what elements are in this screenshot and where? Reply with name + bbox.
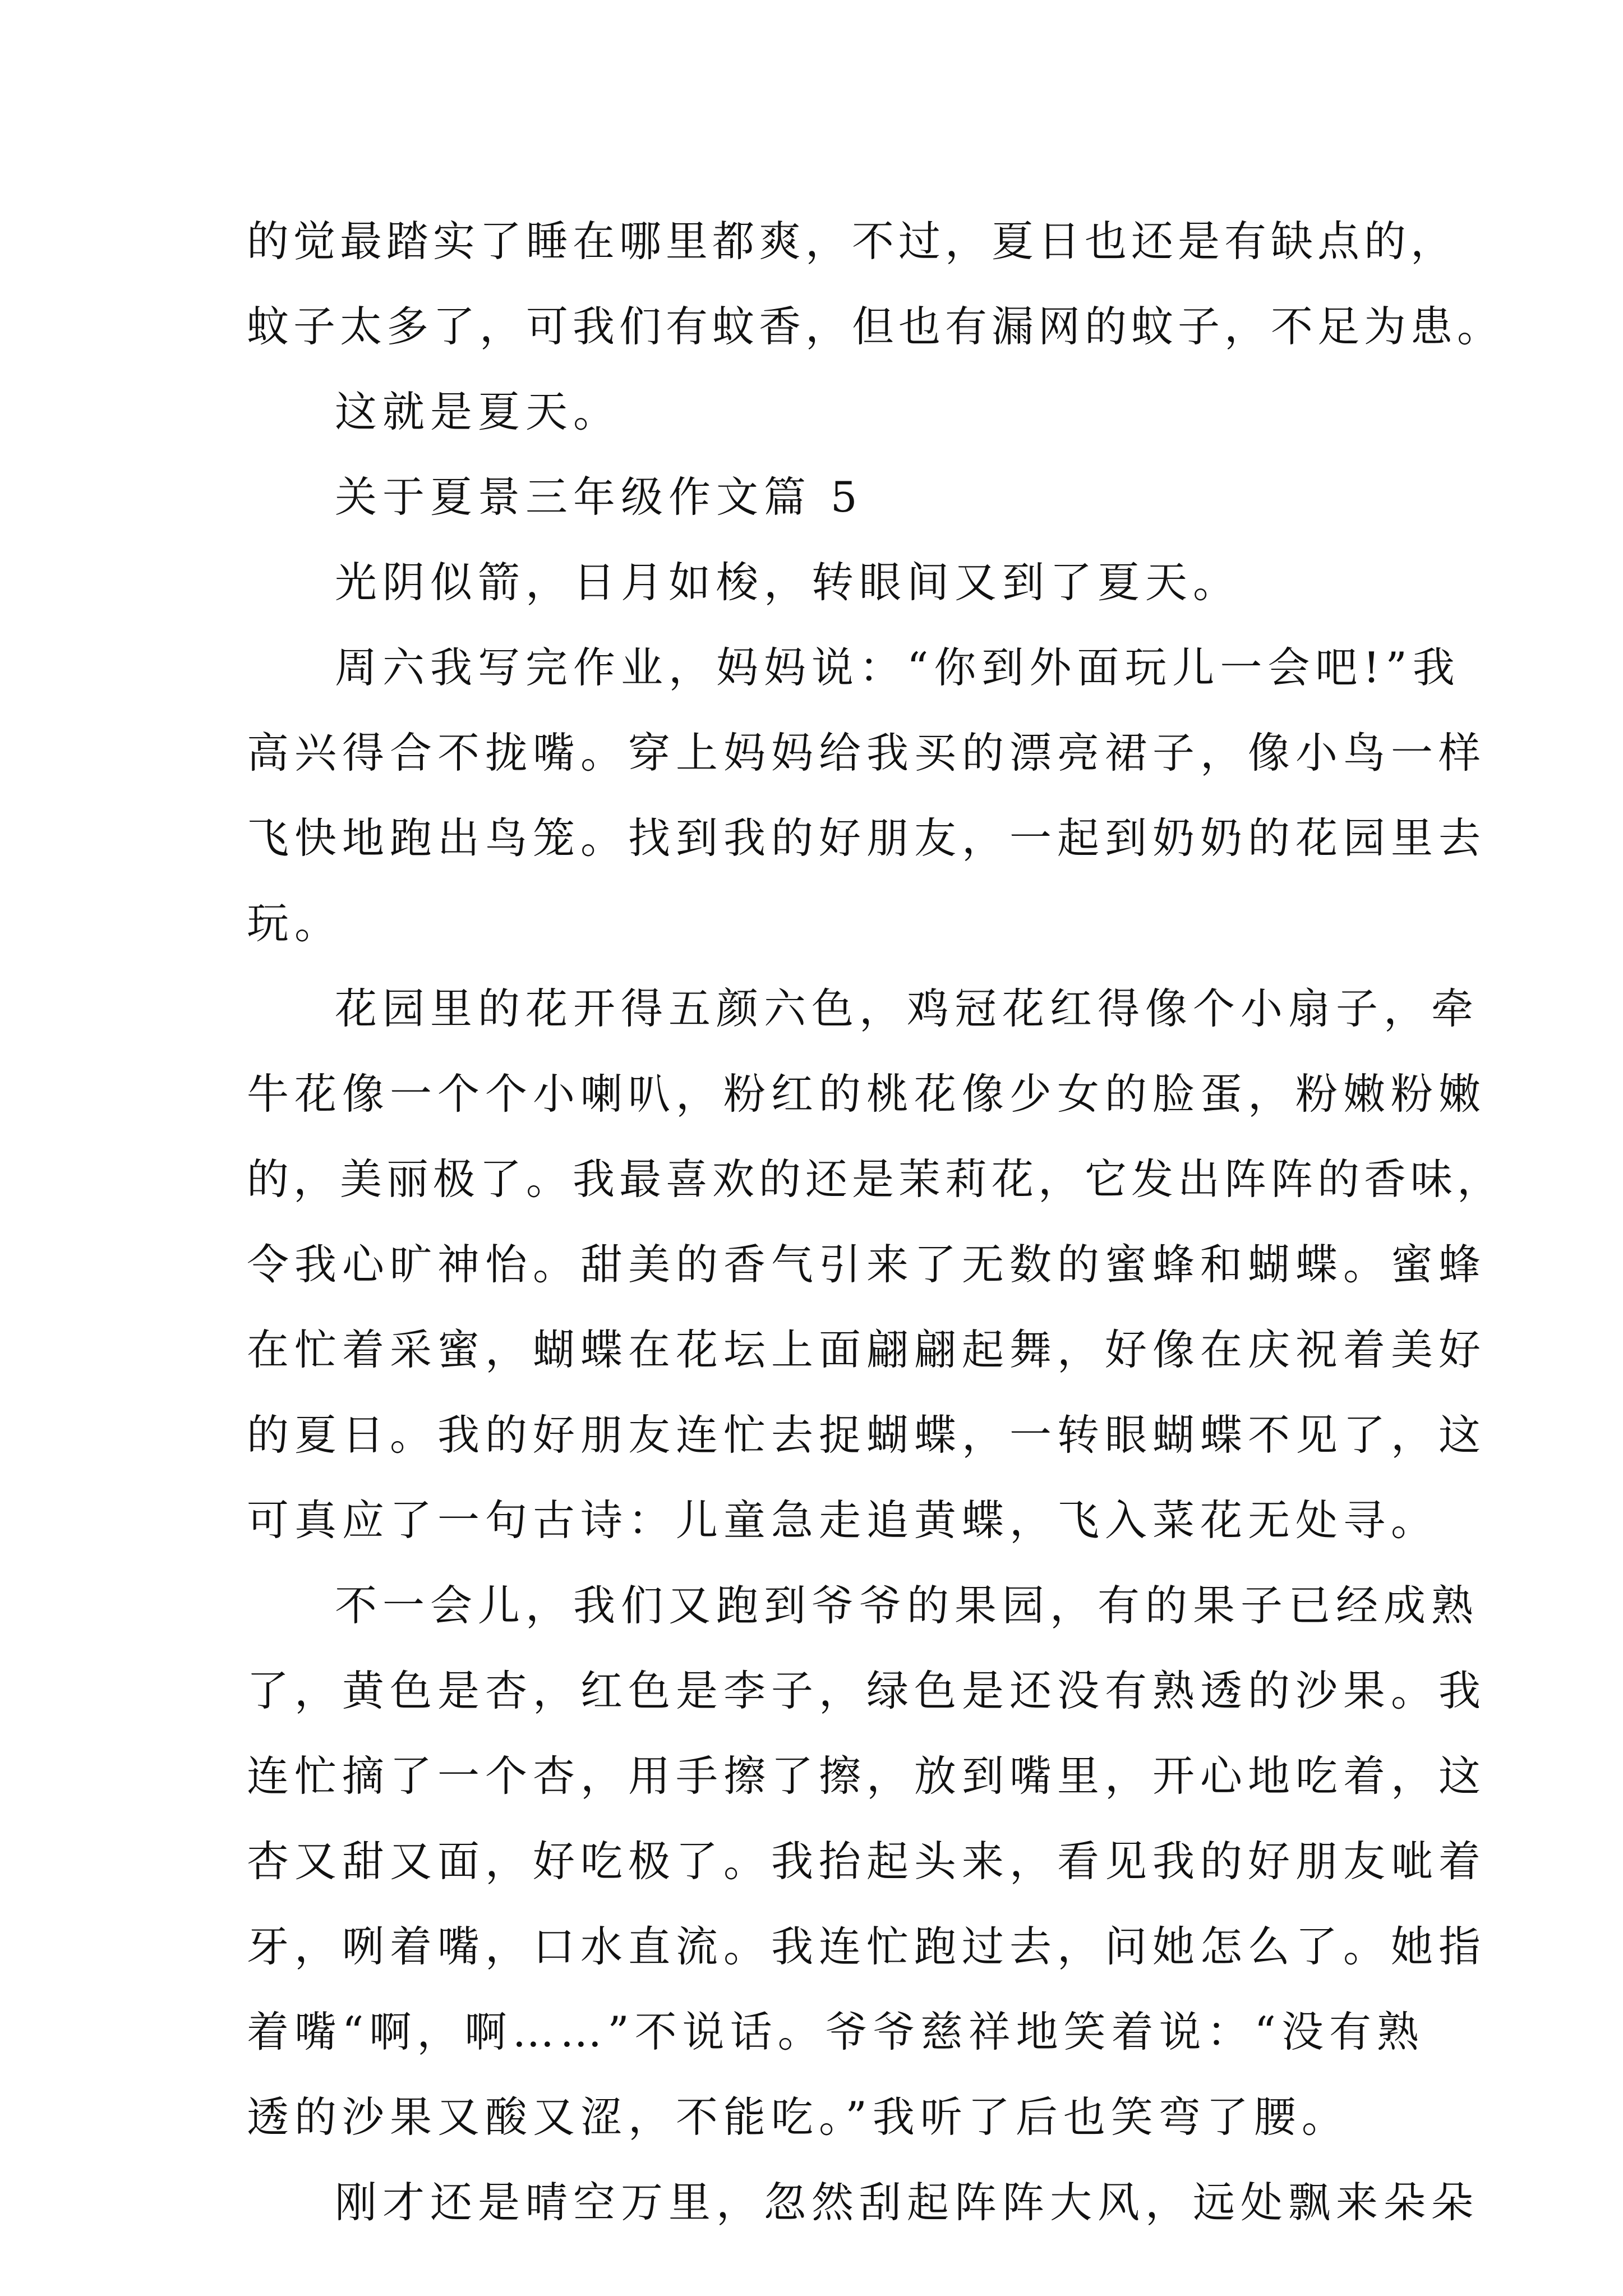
text-line: 这就是夏天。 bbox=[335, 387, 621, 436]
text-line: 刚才还是晴空万里，忽然刮起阵阵大风，远处飘来朵朵 bbox=[335, 2178, 1479, 2227]
text-line: 飞快地跑出鸟笼。找到我的好朋友，一起到奶奶的花园里去 bbox=[247, 813, 1487, 863]
text-line: 牛花像一个个小喇叭，粉红的桃花像少女的脸蛋，粉嫩粉嫩 bbox=[247, 1069, 1487, 1119]
text-line: 可真应了一句古诗：儿童急走追黄蝶，飞入菜花无处寻。 bbox=[247, 1496, 1439, 1545]
text-line: 的觉最踏实了睡在哪里都爽，不过，夏日也还是有缺点的， bbox=[247, 217, 1458, 266]
text-line: 的，美丽极了。我最喜欢的还是茉莉花，它发出阵阵的香味， bbox=[247, 1154, 1504, 1204]
text-line: 高兴得合不拢嘴。穿上妈妈给我买的漂亮裙子，像小鸟一样 bbox=[247, 728, 1487, 777]
text-line: 着嘴“啊，啊……”不说话。爷爷慈祥地笑着说：“没有熟 bbox=[247, 2007, 1425, 2056]
text-line: 令我心旷神怡。甜美的香气引来了无数的蜜蜂和蝴蝶。蜜蜂 bbox=[247, 1240, 1487, 1289]
text-line: 蚊子太多了，可我们有蚊香，但也有漏网的蚊子，不足为患。 bbox=[247, 302, 1504, 351]
text-line: 牙，咧着嘴，口水直流。我连忙跑过去，问她怎么了。她指 bbox=[247, 1922, 1487, 1971]
text-line: 玩。 bbox=[247, 899, 343, 948]
text-line: 连忙摘了一个杏，用手擦了擦，放到嘴里，开心地吃着，这 bbox=[247, 1751, 1487, 1801]
text-line: 透的沙果又酸又涩，不能吃。”我听了后也笑弯了腰。 bbox=[247, 2092, 1349, 2142]
text-line: 在忙着采蜜，蝴蝶在花坛上面翩翩起舞，好像在庆祝着美好 bbox=[247, 1325, 1487, 1374]
text-line: 的夏日。我的好朋友连忙去捉蝴蝶，一转眼蝴蝶不见了，这 bbox=[247, 1410, 1487, 1460]
text-line: 不一会儿，我们又跑到爷爷的果园，有的果子已经成熟 bbox=[335, 1581, 1479, 1630]
text-line: 周六我写完作业，妈妈说：“你到外面玩儿一会吧!”我 bbox=[335, 643, 1460, 692]
text-line: 了，黄色是杏，红色是李子，绿色是还没有熟透的沙果。我 bbox=[247, 1666, 1487, 1715]
text-line: 光阴似箭，日月如梭，转眼间又到了夏天。 bbox=[335, 558, 1241, 607]
text-line: 花园里的花开得五颜六色，鸡冠花红得像个小扇子，牵 bbox=[335, 984, 1479, 1033]
text-line: 杏又甜又面，好吃极了。我抬起头来，看见我的好朋友呲着 bbox=[247, 1837, 1487, 1886]
section-heading: 关于夏景三年级作文篇 5 bbox=[335, 472, 863, 522]
